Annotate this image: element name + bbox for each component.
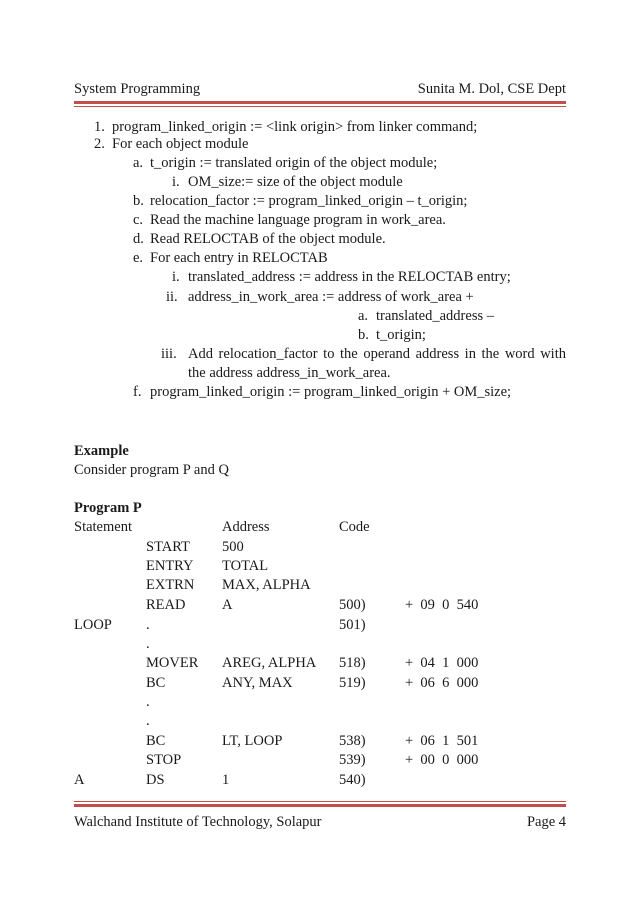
list-item: program_linked_origin := program_linked_origin + OM_size; <box>150 384 512 400</box>
list-item: translated_address – <box>376 308 494 324</box>
list-marker: 1. <box>94 119 105 135</box>
row-addr: 518) <box>339 655 366 671</box>
row-op: READ <box>146 597 186 613</box>
list-item: address_in_work_area := address of work_area + <box>188 289 474 305</box>
list-item: For each object module <box>112 136 249 152</box>
list-marker: f. <box>133 384 142 400</box>
list-marker: 2. <box>94 136 105 152</box>
row-code: + 04 1 000 <box>405 655 479 671</box>
list-item: translated_address := address in the RELOCTAB entry; <box>188 269 511 285</box>
list-item: t_origin; <box>376 327 426 343</box>
footer-institute: Walchand Institute of Technology, Solapur <box>74 814 322 830</box>
row-operand: AREG, ALPHA <box>222 655 317 671</box>
row-operand: 1 <box>222 772 230 788</box>
list-marker: d. <box>133 231 144 247</box>
row-label: LOOP <box>74 617 112 633</box>
header-rule <box>74 101 566 104</box>
program-p-heading: Program P <box>74 500 142 516</box>
list-marker: a. <box>358 308 369 324</box>
list-item: Add relocation_factor to the operand address in the word with <box>188 346 566 362</box>
row-op: BC <box>146 675 166 691</box>
column-header-address: Address <box>222 519 270 535</box>
row-operand: 500 <box>222 539 244 555</box>
row-op: STOP <box>146 752 182 768</box>
footer-rule <box>74 804 566 807</box>
row-addr: 519) <box>339 675 366 691</box>
list-item: the address address_in_work_area. <box>188 365 391 381</box>
list-marker: b. <box>358 327 369 343</box>
list-item: OM_size:= size of the object module <box>188 174 403 190</box>
header-author: Sunita M. Dol, CSE Dept <box>417 81 566 97</box>
footer-page-number: Page 4 <box>526 814 566 830</box>
list-marker: a. <box>133 155 144 171</box>
row-op: . <box>146 617 150 633</box>
row-code: + 06 1 501 <box>405 733 479 749</box>
row-op: . <box>146 636 150 652</box>
list-marker: b. <box>133 193 144 209</box>
row-addr: 540) <box>339 772 366 788</box>
list-item: program_linked_origin := <link origin> from linker command; <box>112 119 478 135</box>
row-operand: A <box>222 597 233 613</box>
row-code: + 00 0 000 <box>405 752 479 768</box>
example-text: Consider program P and Q <box>74 462 229 478</box>
footer-rule-thin <box>74 801 566 802</box>
row-op: EXTRN <box>146 577 195 593</box>
list-item: relocation_factor := program_linked_origin – t_origin; <box>150 193 468 209</box>
row-addr: 539) <box>339 752 366 768</box>
header-rule-thin <box>74 106 566 107</box>
row-op: . <box>146 713 150 729</box>
row-code: + 06 6 000 <box>405 675 479 691</box>
list-item: For each entry in RELOCTAB <box>150 250 328 266</box>
row-addr: 501) <box>339 617 366 633</box>
row-op: ENTRY <box>146 558 194 574</box>
row-operand: TOTAL <box>222 558 269 574</box>
list-marker: i. <box>172 174 180 190</box>
column-header-statement: Statement <box>74 519 132 535</box>
row-operand: LT, LOOP <box>222 733 283 749</box>
row-code: + 09 0 540 <box>405 597 479 613</box>
row-addr: 500) <box>339 597 366 613</box>
list-marker: c. <box>133 212 144 228</box>
list-marker: ii. <box>166 289 178 305</box>
row-op: START <box>146 539 190 555</box>
row-operand: MAX, ALPHA <box>222 577 311 593</box>
header-title: System Programming <box>74 81 201 97</box>
row-op: . <box>146 694 150 710</box>
row-addr: 538) <box>339 733 366 749</box>
list-item: Read RELOCTAB of the object module. <box>150 231 386 247</box>
list-marker: i. <box>172 269 180 285</box>
example-heading: Example <box>74 443 129 459</box>
list-item: Read the machine language program in work_area. <box>150 212 446 228</box>
row-label: A <box>74 772 85 788</box>
row-op: BC <box>146 733 166 749</box>
list-item: t_origin := translated origin of the object module; <box>150 155 438 171</box>
column-header-code: Code <box>339 519 370 535</box>
list-marker: iii. <box>161 346 177 362</box>
row-op: DS <box>146 772 165 788</box>
row-operand: ANY, MAX <box>222 675 293 691</box>
row-op: MOVER <box>146 655 199 671</box>
list-marker: e. <box>133 250 144 266</box>
